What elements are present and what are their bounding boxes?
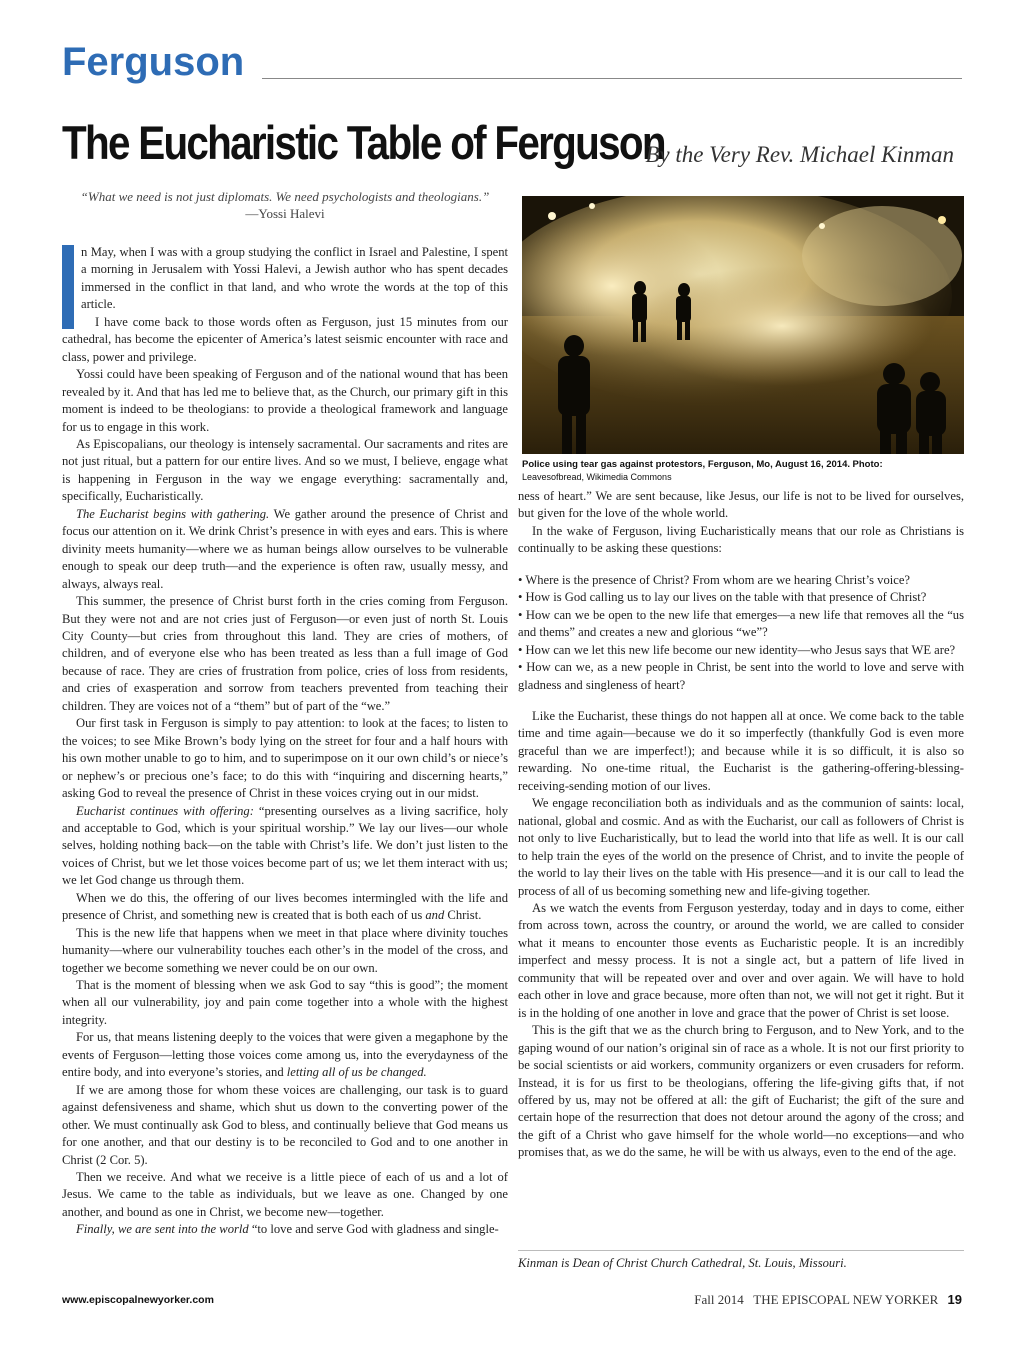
emphasis: letting all of us be changed. bbox=[286, 1065, 427, 1080]
paragraph-text: Christ. bbox=[444, 908, 482, 923]
byline: By the Very Rev. Michael Kinman bbox=[645, 142, 954, 167]
tear-gas-scene-image bbox=[522, 196, 964, 454]
paragraph: This summer, the presence of Christ burst forth in the cries coming from Ferguson. But they were not and are not cries just of Ferguson—or even just of north St. Louis City County—but cries from throughout this land. They are cries of mothers, of children, and of everyone else who has been treated as less than a full image of God because of race. They are cries of frustration from police, cries of loss from residents, and cries of exasperation and sorrow from teachers prevented from teaching their children. They are voices not of a “them” but of part of the “we.” bbox=[62, 594, 508, 713]
drop-cap-bar bbox=[62, 245, 74, 329]
epigraph-quote: “What we need is not just diplomats. We need psychologists and theologians.” bbox=[80, 189, 490, 204]
page-number: 19 bbox=[947, 1292, 962, 1307]
paragraph: We engage reconciliation both as individuals and as the communion of saints: local, national, global and cosmic. And as with the Eucharist, our call as followers of Christ is not only to live Eucharistically, but to lead the world into that life as well. It is our call to help train the eyes of the world on the presence of Christ, and to invite the people of the world to lay their lives on the table with His presence—and it is our call to lead the process of all of us becoming something new and life-giving together. bbox=[518, 796, 964, 898]
bio-divider bbox=[518, 1250, 964, 1251]
section-lead: Finally, we are sent into the world bbox=[76, 1222, 249, 1237]
paragraph-text: n May, when I was with a group studying the conflict in Israel and Palestine, I spent a morning in Jerusalem with Yossi Halevi, a Jewish author who has spent decades immersed in the conflict in that land, and who wrote the words at the top of this article. bbox=[81, 245, 508, 312]
protest-photo bbox=[522, 196, 964, 454]
paragraph bbox=[62, 1029, 508, 1081]
epigraph-attribution: —Yossi Halevi bbox=[245, 206, 325, 221]
paragraph: If we are among those for whom these voices are challenging, our task is to guard against defensiveness and shame, which shut us down to the converting power of the other. We must continually ask God to bless, and continually believe that God means us for one another, and that our destiny is to be reconciled to God and to one another in Christ (2 Cor. 5). bbox=[62, 1082, 508, 1167]
issue-date: Fall 2014 bbox=[694, 1292, 744, 1307]
paragraph: That is the moment of blessing when we ask God to say “this is good”; the moment when all our vulnerability, joy and pain come together into a whole with the highest integrity. bbox=[62, 978, 508, 1027]
photo-caption bbox=[522, 458, 964, 483]
section-rule bbox=[262, 78, 962, 79]
paragraph: I have come back to those words often as Ferguson, just 15 minutes from our cathedral, has become the epicenter of America’s latest seismic encounter with race and class, power and privilege. bbox=[62, 314, 508, 364]
paragraph: ness of heart.” We are sent because, like Jesus, our life is not to be lived for ourselves, but given for the love of the whole world. bbox=[518, 489, 964, 521]
photo-credit: Leavesofbread, Wikimedia Commons bbox=[522, 472, 672, 482]
section-title: Ferguson bbox=[62, 40, 245, 84]
paragraph-text: “to love and serve God with gladness and single- bbox=[248, 1222, 499, 1237]
paragraph: This is the gift that we as the church bring to Ferguson, and to New York, and to the gaping wound of our nation’s original sin of race as a whole. It is not our first priority to be social scientists or aid workers, community organizers or even crusaders for reform. Instead, it is for us first to be theologians, offering the life-giving gifts that, if not offered by us, may not be offered at all: the gift of Eucharist; the gift of the sure and certain hope of the resurrection that does not detour around the agony of the cross; and the gift of a Christ who gave himself for the whole world—no exceptions—and who promises that, as we do the same, he will be with us always, even to the end of the age. bbox=[518, 1023, 964, 1160]
paragraph bbox=[62, 803, 508, 890]
footer-issue-info bbox=[694, 1292, 962, 1308]
paragraph: Our first task in Ferguson is simply to pay attention: to look at the faces; to listen to the voices; to see Mike Brown’s body lying on the street for four and a half hours with his own mother unable to go to him, and to superimpose on it our own child’s or niece’s or nephew’s or precious one’s face; to do this with “inquiring and discerning hearts,” asking God to reveal the presence of Christ in these voices crying out in our midst. bbox=[62, 716, 508, 801]
epigraph bbox=[62, 188, 508, 222]
paragraph-text: We gather around the presence of Christ and focus our attention on it. We drink Christ’s presence in with eyes and ears. This is where divinity meets humanity—where we as human beings allow ourselves to be vulnerable enough to speak our deep truth—and the experience is often raw, usually messy, and always, always real. bbox=[62, 506, 508, 591]
credit-label: Photo: bbox=[852, 459, 883, 470]
paragraph-text: “presenting ourselves as a living sacrifice, holy and acceptable to God, which is your spiritual worship.” We lay our lives—our whole selves, holding nothing back—on the table with Christ’s life. We don’t just listen to the voices of Christ, but we let those voices become part of us; we let them interact with us; we let God change us through them. bbox=[62, 803, 508, 888]
author-bio: Kinman is Dean of Christ Church Cathedral, St. Louis, Missouri. bbox=[518, 1256, 847, 1270]
paragraph: In the wake of Ferguson, living Eucharistically means that our role as Christians is continually to be asking these questions: bbox=[518, 523, 964, 556]
list-item: • Where is the presence of Christ? From whom are we hearing Christ’s voice? bbox=[518, 572, 911, 587]
paragraph bbox=[62, 244, 508, 314]
emphasis: and bbox=[425, 908, 445, 923]
paragraph: This is the new life that happens when we meet in that place where divinity touches humanity—where our vulnerability touches each other’s in the model of the cross, and together we become something we never could be on our own. bbox=[62, 925, 508, 975]
section-lead: The Eucharist begins with gathering. bbox=[76, 506, 270, 521]
paragraph: As we watch the events from Ferguson yesterday, today and in days to come, either from across town, across the country, or around the world, we are called to consider what it means to encounter those events as Eucharistic people. It is an incredibly imperfect and messy process. It is not a single act, but a pattern of life lived in community that will be repeated over and over and over again. We will have to hold each other in love and grace because, more often than not, we will not get it right. But it is in the holding of one another in love and grace that the power of Christ is set loose. bbox=[518, 900, 964, 1020]
paragraph-text: When we do this, the offering of our lives becomes intermingled with the life and presence of Christ, and something new is created that is both each of us bbox=[62, 890, 508, 923]
question-list bbox=[518, 572, 964, 694]
paragraph bbox=[62, 1221, 508, 1238]
list-item: • How can we, as a new people in Christ, be sent into the world to love and serve with gladness and singleness of heart? bbox=[518, 660, 964, 692]
list-item: • How is God calling us to lay our lives on the table with that presence of Christ? bbox=[518, 590, 927, 605]
article-headline bbox=[62, 112, 962, 182]
paragraph bbox=[62, 890, 508, 925]
paragraph: Like the Eucharist, these things do not happen all at once. We come back to the table time and time again—because we do it so imperfectly (thankfully God is even more graceful than we are imperfect!); and because while it is so difficult, it is also so rewarding. No one-time ritual, the Eucharist is the gathering-offering-blessing-receiving-sending motion of our lives. bbox=[518, 708, 964, 793]
paragraph bbox=[62, 506, 508, 593]
paragraph: As Episcopalians, our theology is intensely sacramental. Our sacraments and rites are not just ritual, but a pattern for our entire lives. And so we must, I believe, engage what is happening in Ferguson in the way we engage everything: sacramentally and, specifically, Eucharistically. bbox=[62, 436, 508, 504]
article-column-left bbox=[62, 244, 508, 1279]
section-header bbox=[62, 38, 962, 88]
caption-text: Police using tear gas against protestors, Ferguson, Mo, August 16, 2014. bbox=[522, 459, 851, 470]
list-item: • How can we let this new life become our new identity—who Jesus says that WE are? bbox=[518, 642, 956, 657]
section-lead: Eucharist continues with offering: bbox=[76, 803, 254, 818]
list-item: • How can we be open to the new life that emerges—a new life that removes all the “us and thems” and creates a new and glorious “we”? bbox=[518, 607, 964, 640]
article-column-right bbox=[518, 488, 964, 1278]
article-title: The Eucharistic Table of Ferguson bbox=[62, 116, 665, 169]
publication-name: THE EPISCOPAL NEW YORKER bbox=[753, 1292, 939, 1307]
paragraph: Then we receive. And what we receive is a little piece of each of us and a lot of Jesus. We came to the table as individuals, but we leave as one. Changed by one another, and bound as one in Christ, we become new—together. bbox=[62, 1170, 508, 1219]
paragraph: Yossi could have been speaking of Ferguson and of the national wound that has been revealed by it. And that has led me to believe that, as the Church, our primary gift in this moment is indeed to be theologians: to provide a theological framework and language for us to engage in this work. bbox=[62, 367, 508, 434]
footer-url[interactable]: www.episcopalnewyorker.com bbox=[62, 1294, 214, 1306]
paragraph-text: For us, that means listening deeply to the voices that were given a megaphone by the events of Ferguson—letting those voices come among us, into the everydayness of the entire body, and into everyone’s stories, and bbox=[62, 1030, 508, 1080]
